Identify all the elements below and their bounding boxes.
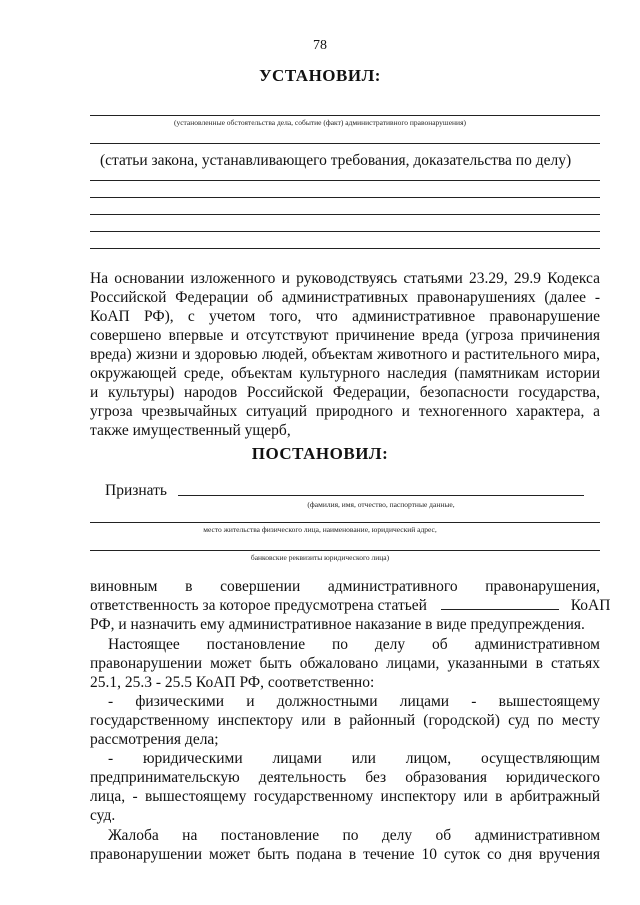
bank-caption: банковские реквизиты юридического лица) bbox=[250, 553, 390, 562]
individuals-line: рассмотрения дела; bbox=[90, 731, 219, 748]
address-field[interactable] bbox=[90, 522, 600, 523]
heading-resolved: ПОСТАНОВИЛ: bbox=[251, 444, 389, 463]
paragraph-line: совершено впервые и отсутствуют причинение вреда (угроза причинения bbox=[90, 327, 600, 344]
complaint-line: Жалоба на постановление по делу об административном bbox=[108, 827, 600, 844]
paragraph-line: также имущественный ущерб, bbox=[90, 422, 291, 439]
legal-entities-line: суд. bbox=[90, 807, 116, 824]
appeal-line: 25.1, 25.3 - 25.5 КоАП РФ, соответственно: bbox=[90, 674, 375, 691]
appeal-line: Настоящее постановление по делу об административном bbox=[108, 636, 600, 653]
guilty-line-3: РФ, и назначить ему административное наказание в виде предупреждения. bbox=[90, 616, 585, 633]
paragraph-line: угроза чрезвычайных ситуаций природного и техногенного характера, а bbox=[90, 403, 600, 420]
circumstances-line-2 bbox=[90, 143, 600, 144]
paragraph-line: вреда) жизни и здоровью людей, объектам животного и растительного мира, bbox=[90, 346, 600, 363]
guilty-article-text: ответственность за которое предусмотрена статьей bbox=[90, 597, 427, 614]
person-name-field[interactable] bbox=[178, 495, 584, 496]
guilty-line-2 bbox=[90, 597, 611, 615]
legal-entities-line: - юридическими лицами или лицом, осуществляющим bbox=[108, 750, 600, 767]
paragraph-line: и культуры) народов Российской Федерации, безопасности государства, bbox=[90, 384, 600, 401]
paragraph-line: На основании изложенного и руководствуясь статьями 23.29, 29.9 Кодекса bbox=[90, 270, 600, 287]
heading-established: УСТАНОВИЛ: bbox=[259, 66, 381, 85]
person-caption: (фамилия, имя, отчество, паспортные данные, bbox=[307, 500, 455, 509]
recognize-label: Признать bbox=[105, 482, 167, 499]
address-caption: место жительства физического лица, наименование, юридический адрес, bbox=[203, 525, 437, 534]
page-number: 78 bbox=[313, 38, 327, 53]
paragraph-line: КоАП РФ), с учетом того, что административное правонарушение bbox=[90, 308, 600, 325]
complaint-line: правонарушении может быть подана в течение 10 суток со дня вручения bbox=[90, 846, 600, 863]
guilty-line-1: виновным в совершении административного правонарушения, bbox=[90, 578, 600, 595]
blank-line bbox=[90, 180, 600, 181]
guilty-code-text: КоАП bbox=[570, 597, 611, 614]
individuals-line: государственному инспектору или в районный (городской) суд по месту bbox=[90, 712, 600, 729]
circumstances-caption: (установленные обстоятельства дела, событие (факт) административного правонарушения) bbox=[173, 118, 467, 127]
paragraph-line: окружающей среде, объектам культурного наследия (памятникам истории bbox=[90, 365, 600, 382]
legal-basis-note: (статьи закона, устанавливающего требования, доказательства по делу) bbox=[100, 152, 572, 169]
individuals-line: - физическими и должностными лицами - вышестоящему bbox=[108, 693, 600, 710]
appeal-line: правонарушении может быть обжаловано лицами, указанными в статьях bbox=[90, 655, 600, 672]
legal-entities-line: предпринимательскую деятельность без образования юридического bbox=[90, 769, 600, 786]
legal-entities-line: лица, - вышестоящему государственному инспектору или в арбитражный bbox=[90, 788, 600, 805]
circumstances-line bbox=[90, 115, 600, 116]
blank-line bbox=[90, 248, 600, 249]
blank-line bbox=[90, 231, 600, 232]
blank-line bbox=[90, 214, 600, 215]
bank-details-field[interactable] bbox=[90, 550, 600, 551]
paragraph-line: Российской Федерации об административных правонарушениях (далее - bbox=[90, 289, 600, 306]
blank-line bbox=[90, 197, 600, 198]
article-number-field[interactable] bbox=[441, 597, 559, 610]
